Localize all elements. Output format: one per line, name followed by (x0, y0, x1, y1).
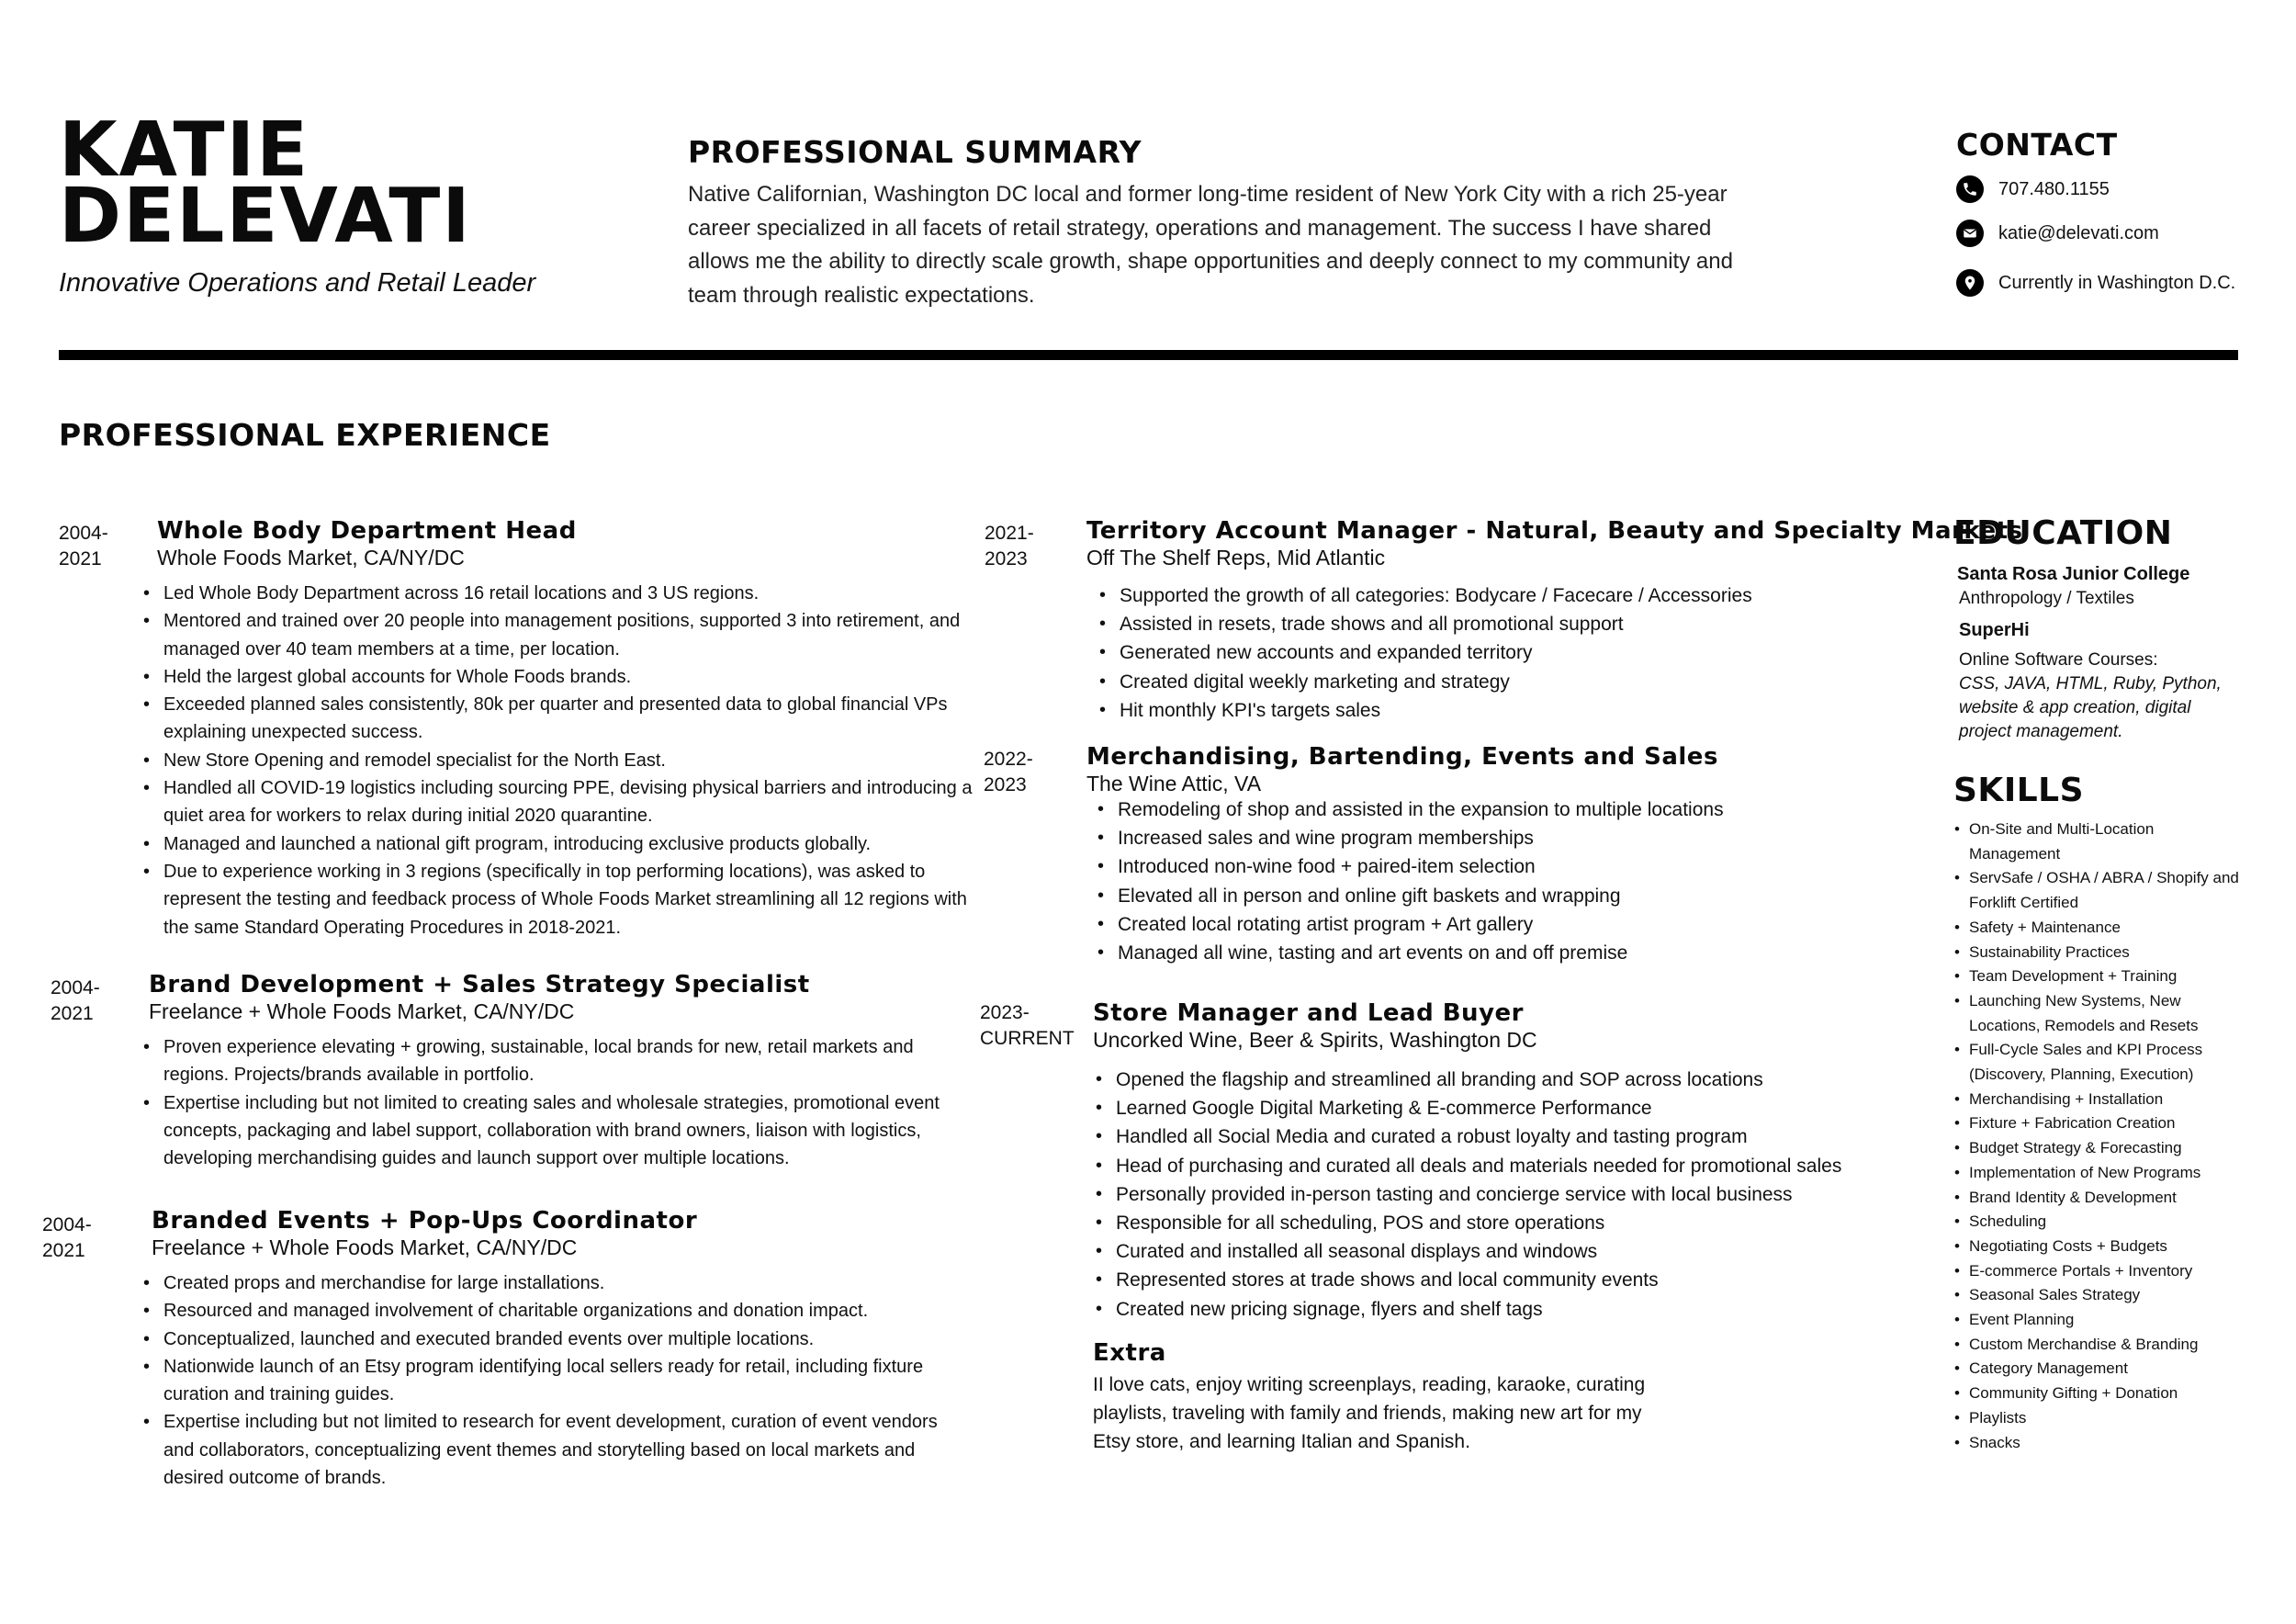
list-item: • Led Whole Body Department across 16 retail locations and 3 US regions. (163, 580, 981, 607)
job-bullets (1094, 581, 1909, 725)
list-item: • Event Planning (1969, 1308, 2245, 1333)
job-bullets (138, 580, 981, 942)
list-item: • Supported the growth of all categories: Bodycare / Facecare / Accessories (1120, 581, 1909, 610)
job-date-end: CURRENT (980, 1028, 1075, 1049)
contact-email (1956, 220, 2159, 247)
contact-phone (1956, 175, 2110, 203)
list-item: • Launching New Systems, New Locations, Remodels and Resets (1969, 989, 2245, 1038)
job-date (42, 1212, 107, 1264)
job-date-start: 2004- (51, 977, 100, 998)
list-item: • Implementation of New Programs (1969, 1161, 2245, 1186)
job-date-end: 2021 (59, 548, 102, 570)
list-item: • ServSafe / OSHA / ABRA / Shopify and Forklift Certified (1969, 866, 2245, 915)
list-item: • Assisted in resets, trade shows and all promotional support (1120, 610, 1909, 638)
job-title: Brand Development + Sales Strategy Specialist (149, 971, 810, 998)
education-courses: CSS, JAVA, HTML, Ruby, Python, website & app creation, digital project management. (1959, 674, 2222, 741)
job-date-end: 2021 (42, 1240, 85, 1261)
list-item: • Snacks (1969, 1431, 2245, 1456)
job-date-start: 2023- (980, 1002, 1030, 1023)
job-date (985, 521, 1049, 572)
summary-heading: PROFESSIONAL SUMMARY (688, 134, 1142, 170)
extra-text: II love cats, enjoy writing screenplays, reading, karaoke, curating playlists, traveling with family and friends, making new art for my Etsy store, and learning Italian and Spanish. (1093, 1374, 1646, 1452)
list-item: • Managed all wine, tasting and art events on and off premise (1118, 939, 1908, 967)
list-item: • Introduced non-wine food + paired-item selection (1118, 852, 1908, 881)
list-item: • Safety + Maintenance (1969, 916, 2245, 941)
email-address[interactable]: katie@delevati.com (1998, 222, 2159, 243)
list-item: • Full-Cycle Sales and KPI Process (Discovery, Planning, Execution) (1969, 1038, 2245, 1087)
job-title: Branded Events + Pop-Ups Coordinator (152, 1207, 698, 1235)
job-bullets (138, 1269, 972, 1492)
last-name: DELEVATI (59, 173, 472, 260)
job-date (59, 521, 123, 572)
list-item: • Custom Merchandise & Branding (1969, 1333, 2245, 1358)
job-date (984, 747, 1048, 798)
list-item: • Generated new accounts and expanded territory (1120, 638, 1909, 667)
job-company: Off The Shelf Reps, Mid Atlantic (1086, 546, 1386, 570)
tagline: Innovative Operations and Retail Leader (59, 268, 536, 298)
experience-heading: PROFESSIONAL EXPERIENCE (59, 417, 551, 453)
list-item: • Elevated all in person and online gift baskets and wrapping (1118, 882, 1908, 910)
job-date (980, 1000, 1075, 1052)
list-item: • Learned Google Digital Marketing & E-commerce Performance (1116, 1094, 1924, 1122)
list-item: • Budget Strategy & Forecasting (1969, 1136, 2245, 1161)
contact-location (1956, 269, 2235, 297)
list-item: • E-commerce Portals + Inventory (1969, 1259, 2245, 1284)
list-item: • Head of purchasing and curated all deals and materials needed for promotional sales (1116, 1152, 1924, 1180)
list-item: • Negotiating Costs + Budgets (1969, 1235, 2245, 1259)
education-school: SuperHi (1959, 620, 2030, 640)
skills-heading: SKILLS (1953, 772, 2085, 809)
list-item: • Increased sales and wine program memberships (1118, 824, 1908, 852)
list-item: • Handled all Social Media and curated a robust loyalty and tasting program (1116, 1122, 1924, 1151)
job-company: The Wine Attic, VA (1086, 772, 1262, 795)
list-item: • Scheduling (1969, 1210, 2245, 1235)
job-date-end: 2023 (984, 774, 1027, 795)
map-pin-icon (1956, 269, 1984, 297)
list-item: • Handled all COVID-19 logistics including sourcing PPE, devising physical barriers and introducing a quiet area for workers to relax during initial 2020 quarantine. (163, 774, 981, 830)
list-item: • Created new pricing signage, flyers and shelf tags (1116, 1295, 1924, 1324)
job-title: Store Manager and Lead Buyer (1093, 999, 1524, 1027)
job-title: Whole Body Department Head (157, 517, 577, 545)
education-school: Santa Rosa Junior College (1957, 564, 2190, 584)
list-item: • Community Gifting + Donation (1969, 1382, 2245, 1406)
list-item: • Remodeling of shop and assisted in the expansion to multiple locations (1118, 795, 1908, 824)
list-item: • Conceptualized, launched and executed branded events over multiple locations. (163, 1325, 972, 1353)
education-detail: Online Software Courses: (1959, 650, 2158, 670)
job-date (51, 976, 115, 1027)
list-item: • Hit monthly KPI's targets sales (1120, 696, 1909, 725)
list-item: • Playlists (1969, 1406, 2245, 1431)
list-item: • Expertise including but not limited to creating sales and wholesale strategies, promotional event concepts, packaging and label support, collaboration with brand owners, liaison with logistics, developing merchandising guides and launch support over multiple locations. (163, 1089, 972, 1173)
list-item: • Personally provided in-person tasting and concierge service with local business (1116, 1180, 1924, 1209)
list-item: • Curated and installed all seasonal displays and windows (1116, 1237, 1924, 1266)
list-item: • Resourced and managed involvement of charitable organizations and donation impact. (163, 1297, 972, 1325)
list-item: • Sustainability Practices (1969, 941, 2245, 965)
list-item: • Opened the flagship and streamlined all branding and SOP across locations (1116, 1066, 1924, 1094)
list-item: • New Store Opening and remodel specialist for the North East. (163, 747, 981, 774)
job-date-start: 2004- (59, 523, 108, 544)
job-bullets (1090, 1066, 1924, 1324)
job-company: Freelance + Whole Foods Market, CA/NY/DC (149, 999, 575, 1023)
list-item: • Created local rotating artist program + Art gallery (1118, 910, 1908, 939)
list-item: • Due to experience working in 3 regions (specifically in top performing locations), was asked to represent the testing and feedback process of Whole Foods Market streamlining all 12 regions with the same Standard Operating Procedures in 2018-2021. (163, 858, 981, 942)
list-item: • Nationwide launch of an Etsy program identifying local sellers ready for retail, including fixture curation and training guides. (163, 1353, 972, 1409)
location-text: Currently in Washington D.C. (1998, 272, 2236, 293)
list-item: • Seasonal Sales Strategy (1969, 1283, 2245, 1308)
list-item: • Fixture + Fabrication Creation (1969, 1111, 2245, 1136)
job-title: Territory Account Manager - Natural, Beauty and Specialty Markets (1086, 517, 2023, 545)
list-item: • Expertise including but not limited to research for event development, curation of event vendors and collaborators, conceptualizing event themes and storytelling based on local markets and desired outcome of brands. (163, 1408, 972, 1492)
job-company: Whole Foods Market, CA/NY/DC (157, 546, 465, 570)
job-date-start: 2021- (985, 523, 1034, 544)
job-title: Merchandising, Bartending, Events and Sales (1086, 743, 1718, 771)
job-company: Freelance + Whole Foods Market, CA/NY/DC (152, 1235, 578, 1259)
list-item: • Team Development + Training (1969, 964, 2245, 989)
list-item: • Exceeded planned sales consistently, 80k per quarter and presented data to global financial VPs explaining unexpected success. (163, 691, 981, 747)
list-item: • Created digital weekly marketing and strategy (1120, 668, 1909, 696)
envelope-icon (1956, 220, 1984, 247)
job-company: Uncorked Wine, Beer & Spirits, Washington DC (1093, 1028, 1537, 1052)
job-date-end: 2023 (985, 548, 1028, 570)
education-heading: EDUCATION (1953, 514, 2173, 552)
skills-list (1951, 818, 2245, 1455)
contact-heading: CONTACT (1956, 127, 2118, 163)
candidate-name (59, 107, 472, 260)
list-item: • On-Site and Multi-Location Management (1969, 818, 2245, 866)
job-date-start: 2022- (984, 749, 1033, 770)
list-item: • Merchandising + Installation (1969, 1088, 2245, 1112)
phone-number[interactable]: 707.480.1155 (1998, 178, 2110, 199)
phone-icon (1956, 175, 1984, 203)
summary-text: Native Californian, Washington DC local and former long-time resident of New York City with a rich 25-year career specialized in all facets of retail strategy, operations and management. The success I have shared allows me the ability to directly scale growth, shape opportunities and deeply connect to my community and team through realistic expectations. (688, 182, 1733, 308)
job-date-start: 2004- (42, 1214, 92, 1235)
list-item: • Brand Identity & Development (1969, 1186, 2245, 1211)
list-item: • Responsible for all scheduling, POS and store operations (1116, 1209, 1924, 1237)
job-bullets (1092, 795, 1908, 967)
list-item: • Proven experience elevating + growing, sustainable, local brands for new, retail markets and regions. Projects/brands available in portfolio. (163, 1033, 972, 1089)
list-item: • Represented stores at trade shows and local community events (1116, 1266, 1924, 1294)
job-date-end: 2021 (51, 1003, 94, 1024)
list-item: • Category Management (1969, 1357, 2245, 1382)
list-item: • Created props and merchandise for large installations. (163, 1269, 972, 1297)
list-item: • Held the largest global accounts for Whole Foods brands. (163, 663, 981, 691)
list-item: • Managed and launched a national gift program, introducing exclusive products globally. (163, 830, 981, 858)
job-bullets (138, 1033, 972, 1172)
extra-heading: Extra (1093, 1339, 1166, 1367)
list-item: • Mentored and trained over 20 people into management positions, supported 3 into retirement, and managed over 40 team members at a time, per location. (163, 607, 981, 663)
education-detail: Anthropology / Textiles (1959, 589, 2134, 608)
header-divider (59, 350, 2238, 360)
first-name: KATIE (59, 107, 310, 194)
